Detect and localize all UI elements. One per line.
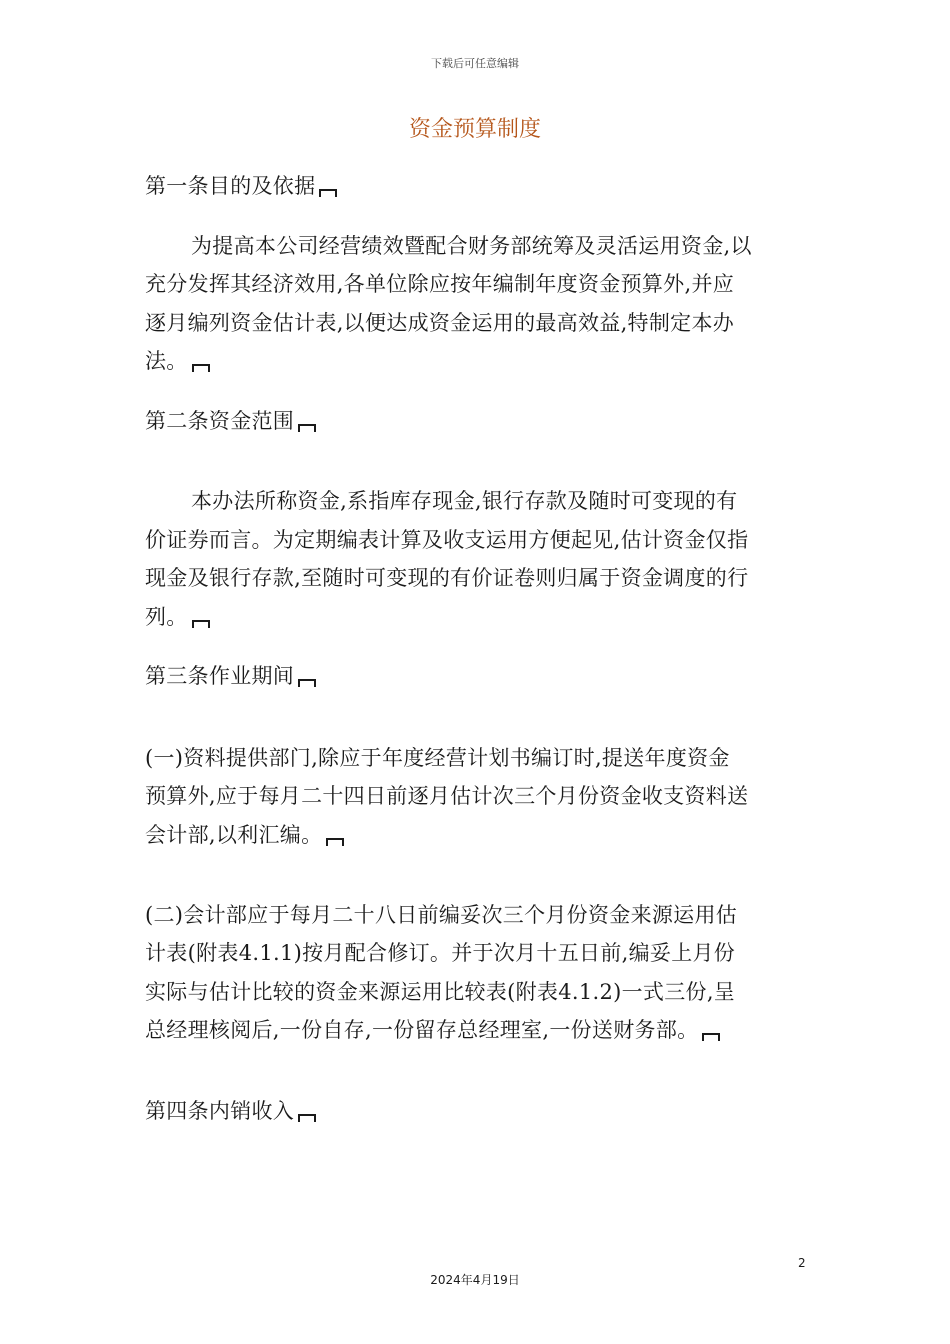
paragraph-line: 实际与估计比较的资金来源运用比较表(附表4.1.2)一式三份,呈 <box>145 980 736 1004</box>
section-heading: 第三条作业期间 <box>145 662 316 690</box>
section-heading: 第四条内销收入 <box>145 1097 316 1125</box>
paragraph-line: 列。 <box>145 603 210 631</box>
paragraph-line: 法。 <box>145 347 210 375</box>
paragraph-mark-icon <box>298 1114 316 1122</box>
paragraph-line: 逐月编列资金估计表,以便达成资金运用的最高效益,特制定本办 <box>145 311 735 335</box>
paragraph-line: (一)资料提供部门,除应于年度经营计划书编订时,提送年度资金 <box>145 746 730 770</box>
paragraph-mark-icon <box>702 1033 720 1041</box>
paragraph-mark-icon <box>192 620 210 628</box>
paragraph-line: 充分发挥其经济效用,各单位除应按年编制年度资金预算外,并应 <box>145 272 735 296</box>
paragraph-line: 本办法所称资金,系指库存现金,银行存款及随时可变现的有 <box>191 489 738 513</box>
paragraph-line: 为提高本公司经营绩效暨配合财务部统筹及灵活运用资金,以 <box>191 234 752 258</box>
paragraph-line: 价证券而言。为定期编表计算及收支运用方便起见,估计资金仅指 <box>145 528 749 552</box>
paragraph-mark-icon <box>192 364 210 372</box>
paragraph-line: 总经理核阅后,一份自存,一份留存总经理室,一份送财务部。 <box>145 1016 720 1044</box>
paragraph-mark-icon <box>319 189 337 197</box>
paragraph-line: 预算外,应于每月二十四日前逐月估计次三个月份资金收支资料送 <box>145 784 749 808</box>
section-heading: 第二条资金范围 <box>145 407 316 435</box>
page-number: 2 <box>798 1256 806 1270</box>
section-heading: 第一条目的及依据 <box>145 172 337 200</box>
paragraph-mark-icon <box>298 424 316 432</box>
page-footer-date: 2024年4月19日 <box>430 1273 520 1287</box>
paragraph-mark-icon <box>298 679 316 687</box>
paragraph-line: 会计部,以利汇编。 <box>145 821 344 849</box>
paragraph-line: 现金及银行存款,至随时可变现的有价证卷则归属于资金调度的行 <box>145 566 749 590</box>
document-title: 资金预算制度 <box>408 117 541 142</box>
paragraph-line: 计表(附表4.1.1)按月配合修订。并于次月十五日前,编妥上月份 <box>145 941 736 965</box>
paragraph-line: (二)会计部应于每月二十八日前编妥次三个月份资金来源运用估 <box>145 903 738 927</box>
paragraph-mark-icon <box>326 838 344 846</box>
page-header: 下载后可任意编辑 <box>431 57 519 70</box>
